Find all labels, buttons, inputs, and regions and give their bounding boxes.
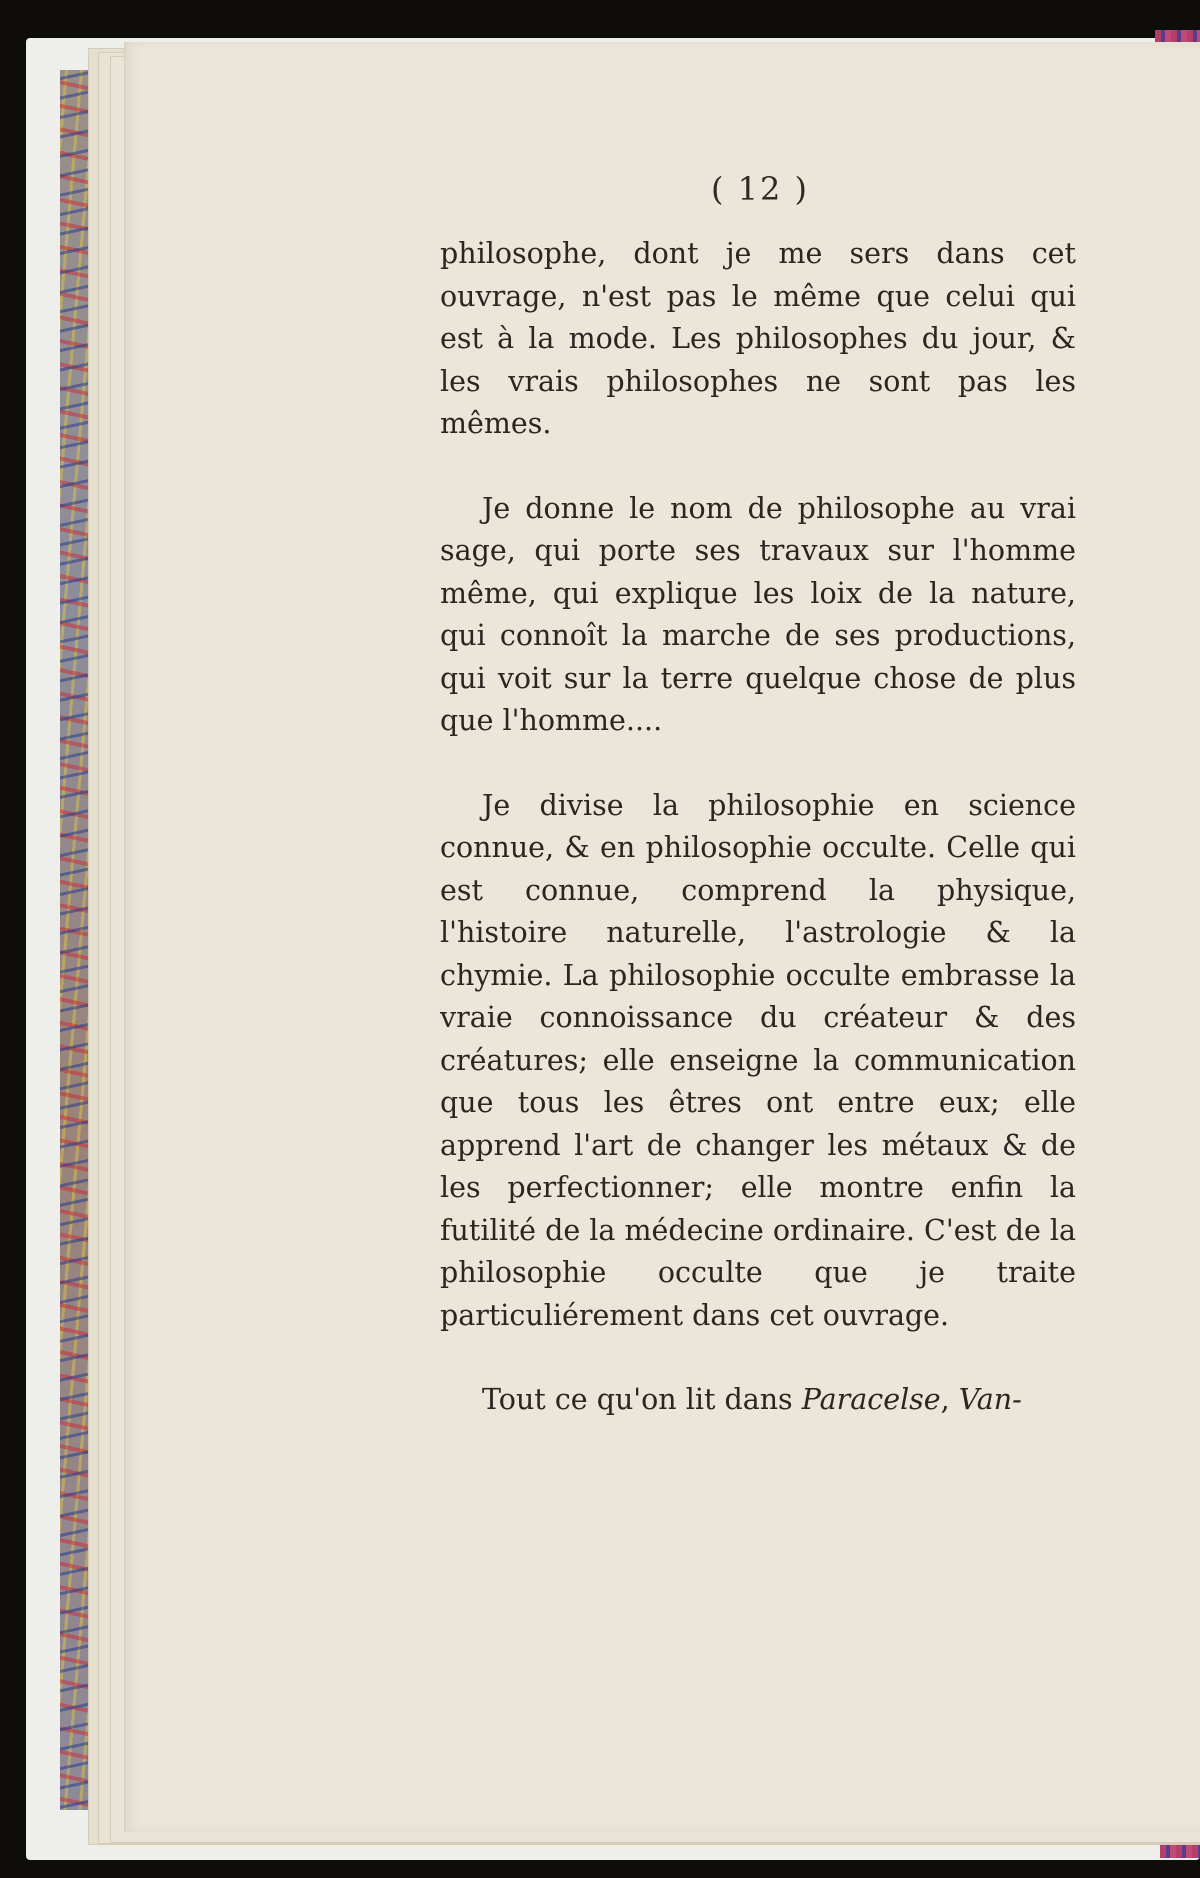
paragraph xyxy=(440,1379,1076,1422)
paragraph: philosophe, dont je me sers dans cet ouvrage, n'est pas le même que celui qui est à la mode. Les philosophes du jour, & les vrais philosophes ne sont pas les mêmes. xyxy=(440,237,1076,440)
marbled-endpaper-edge xyxy=(60,70,90,1810)
author-name: Paracelse xyxy=(801,1383,941,1416)
paragraph: Je donne le nom de philosophe au vrai sage, qui porte ses travaux sur l'homme même, qui explique les loix de la nature, qui connoît la marche de ses productions, qui voit sur la terre quelque chose de plus que l'homme.... xyxy=(440,491,1076,737)
paragraph: Je divise la philosophie en science connue, & en philosophie occulte. Celle qui est connue, comprend la physique, l'histoire naturelle, l'astrologie & la chymie. La philosophie occulte embrasse la vraie connoissance du créateur & des créatures; elle enseigne la communication que tous les êtres ont entre eux; elle apprend l'art de changer les métaux & de les perfectionner; elle montre enfin la futilité de la médecine ordinaire. C'est de la philosophie occulte que je traite particuliérement dans cet ouvrage. xyxy=(440,788,1076,1332)
page-number: ( 12 ) xyxy=(710,170,810,208)
separator: , xyxy=(940,1383,959,1416)
paragraph-lead: Tout ce qu'on lit dans xyxy=(482,1383,802,1416)
body-text xyxy=(440,233,1076,1422)
author-name: Van- xyxy=(958,1383,1022,1416)
